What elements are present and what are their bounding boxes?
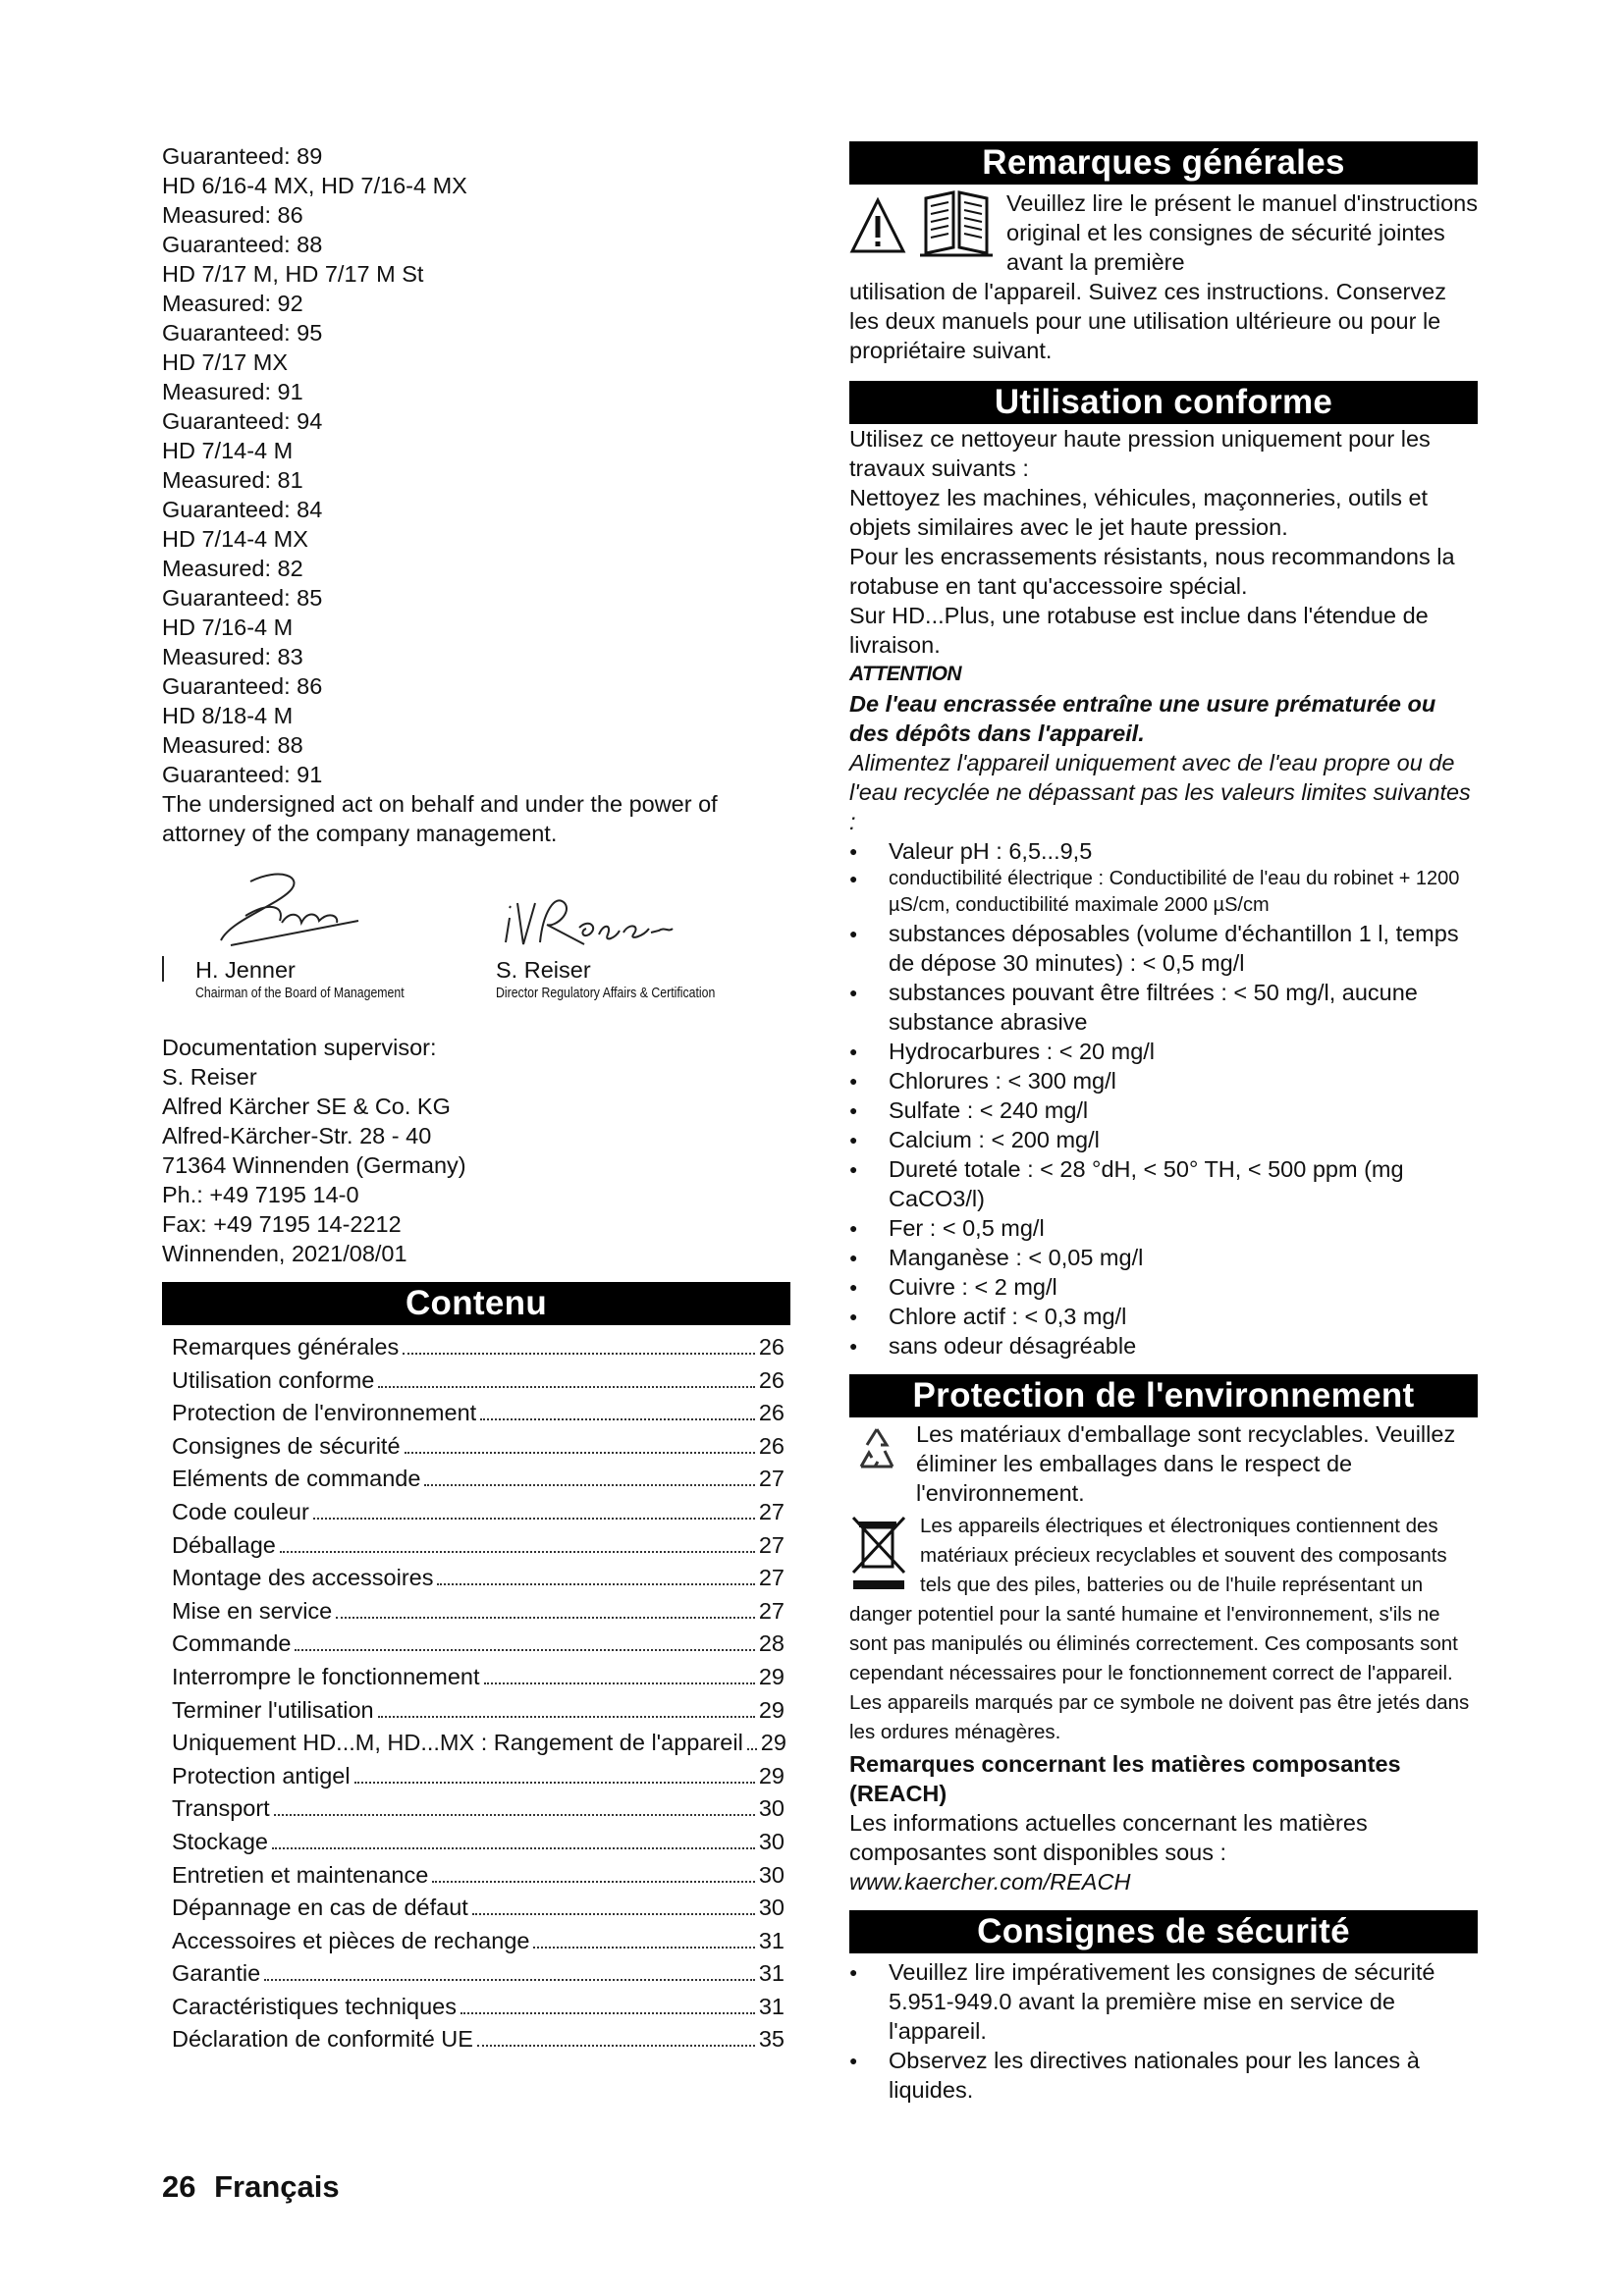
toc-entry[interactable] <box>172 1727 785 1760</box>
toc-entry-title: Commande <box>172 1630 292 1657</box>
sound-level-line: HD 7/14-4 MX <box>162 526 308 552</box>
toc-leader-dots <box>533 1947 754 1949</box>
toc-entry-page: 31 <box>758 1927 785 1953</box>
toc-entry-page: 35 <box>758 2026 785 2053</box>
page-number: 26 <box>162 2169 196 2204</box>
water-limit-item: ● Valeur pH : 6,5...9,5 <box>849 836 1478 866</box>
toc-entry[interactable] <box>172 1628 785 1661</box>
water-limit-item: ● Dureté totale : < 28 °dH, < 50° TH, < 500 ppm (mg CaCO3/l) <box>849 1154 1478 1213</box>
toc-entry-title: Terminer l'utilisation <box>172 1696 374 1723</box>
manual-book-icon <box>918 188 995 257</box>
signatory-name: H. Jenner <box>195 957 296 983</box>
toc-entry-title: Remarques générales <box>172 1334 400 1360</box>
toc-entry-page: 28 <box>758 1630 785 1657</box>
reach-paragraph <box>849 1808 1478 1896</box>
signatory-role: Director Regulatory Affairs & Certification <box>496 985 716 1001</box>
toc-entry-page: 27 <box>758 1466 785 1492</box>
crossed-out-bin-icon <box>849 1514 908 1590</box>
left-column <box>162 141 790 2056</box>
toc-entry[interactable] <box>172 1397 785 1430</box>
toc-entry-page: 29 <box>758 1663 785 1689</box>
water-limit-item: ● Sulfate : < 240 mg/l <box>849 1095 1478 1125</box>
toc-entry-title: Code couleur <box>172 1498 309 1524</box>
supervisor-line: Ph.: +49 7195 14-0 <box>162 1182 359 1207</box>
intended-use-paragraph: Nettoyez les machines, véhicules, maçonneries, outils et objets similaires avec le jet haute pression. <box>849 485 1429 540</box>
toc-entry-title: Uniquement HD...M, HD...MX : Rangement de l'appareil <box>172 1730 743 1756</box>
general-notes-text-continued: utilisation de l'appareil. Suivez ces instructions. Conservez les deux manuels pour une utilisation ultérieure ou pour le propriétaire suivant. <box>849 279 1446 363</box>
sound-level-line: HD 6/16-4 MX, HD 7/16-4 MX <box>162 173 467 198</box>
sound-level-line: Guaranteed: 86 <box>162 673 323 699</box>
water-limit-item: ● Fer : < 0,5 mg/l <box>849 1213 1478 1243</box>
toc-entry-title: Utilisation conforme <box>172 1366 375 1393</box>
sound-level-line: HD 7/17 MX <box>162 349 288 375</box>
supervisor-line: 71364 Winnenden (Germany) <box>162 1152 466 1178</box>
toc-leader-dots <box>378 1716 755 1718</box>
toc-leader-dots <box>313 1518 755 1520</box>
recycling-text: Les matériaux d'emballage sont recyclables. Veuillez éliminer les emballages dans le respect de l'environnement. <box>916 1421 1456 1506</box>
toc-entry[interactable] <box>172 1925 785 1958</box>
signatory-role: Chairman of the Board of Management <box>195 985 405 1001</box>
toc-entry-page: 26 <box>758 1400 785 1426</box>
toc-entry-page: 31 <box>758 1960 785 1987</box>
water-limit-item: ● Chlore actif : < 0,3 mg/l <box>849 1302 1478 1331</box>
toc-entry-title: Interrompre le fonctionnement <box>172 1663 480 1689</box>
toc-entry-title: Transport <box>172 1795 270 1822</box>
toc-leader-dots <box>484 1682 755 1684</box>
toc-entry-page: 27 <box>758 1565 785 1591</box>
toc-leader-dots <box>354 1782 755 1784</box>
signature-jenner <box>191 862 388 950</box>
sound-level-line: HD 8/18-4 M <box>162 703 294 728</box>
sound-level-line: HD 7/17 M, HD 7/17 M St <box>162 261 424 287</box>
toc-entry-title: Garantie <box>172 1960 261 1987</box>
toc-entry-page: 27 <box>758 1498 785 1524</box>
toc-leader-dots <box>480 1418 755 1420</box>
toc-leader-dots <box>460 2012 755 2014</box>
toc-entry-page: 30 <box>758 1795 785 1822</box>
toc-entry[interactable] <box>172 1529 785 1563</box>
sound-level-line: Measured: 86 <box>162 202 303 228</box>
undersigned-statement: The undersigned act on behalf and under the power of attorney of the company management. <box>162 791 718 846</box>
supervisor-line: Alfred-Kärcher-Str. 28 - 40 <box>162 1123 432 1148</box>
general-notes-text: Veuillez lire le présent le manuel d'instructions original et les consignes de sécurité jointes avant la première <box>1006 190 1478 275</box>
toc-leader-dots <box>336 1617 755 1619</box>
sound-level-line: Measured: 92 <box>162 291 303 316</box>
toc-leader-dots <box>747 1748 757 1750</box>
attention-warning: De l'eau encrassée entraîne une usure prématurée ou des dépôts dans l'appareil. <box>849 691 1436 746</box>
toc-entry-title: Eléments de commande <box>172 1466 421 1492</box>
toc-entry-page: 30 <box>758 1828 785 1854</box>
toc-entry-page: 26 <box>758 1366 785 1393</box>
toc-leader-dots <box>378 1386 755 1388</box>
toc-entry-title: Consignes de sécurité <box>172 1432 401 1459</box>
toc-entry-page: 30 <box>758 1861 785 1888</box>
toc-entry[interactable] <box>172 1792 785 1826</box>
toc-entry-title: Dépannage en cas de défaut <box>172 1895 468 1921</box>
attention-text: Alimentez l'appareil uniquement avec de l'eau propre ou de l'eau recyclée ne dépassant pas les valeurs limites suivantes : <box>849 750 1471 834</box>
section-header-contents: Contenu <box>162 1282 790 1325</box>
water-limit-item: ● Hydrocarbures : < 20 mg/l <box>849 1037 1478 1066</box>
toc-entry[interactable] <box>172 1661 785 1694</box>
sound-level-line: Guaranteed: 94 <box>162 408 323 434</box>
toc-entry[interactable] <box>172 1694 785 1728</box>
weee-note <box>849 1512 1478 1747</box>
signature-block <box>162 862 790 1019</box>
safety-item: ● Veuillez lire impérativement les consignes de sécurité 5.951-949.0 avant la première mise en service de l'appareil. <box>849 1957 1478 2046</box>
toc-leader-dots <box>403 1353 755 1355</box>
toc-entry[interactable] <box>172 1562 785 1595</box>
section-header-environment: Protection de l'environnement <box>849 1374 1478 1417</box>
water-limit-item: ● Calcium : < 200 mg/l <box>849 1125 1478 1154</box>
language-label: Français <box>214 2169 340 2204</box>
safety-list <box>849 1957 1478 2105</box>
water-limit-item: ● substances pouvant être filtrées : < 50 mg/l, aucune substance abrasive <box>849 978 1478 1037</box>
signature-reiser <box>496 874 692 962</box>
toc-entry-title: Déclaration de conformité UE <box>172 2026 473 2053</box>
toc-entry[interactable] <box>172 1496 785 1529</box>
toc-entry-title: Déballage <box>172 1531 276 1558</box>
toc-entry-title: Mise en service <box>172 1597 333 1624</box>
toc-entry[interactable] <box>172 1595 785 1629</box>
toc-entry-page: 29 <box>760 1730 786 1756</box>
supervisor-line: Alfred Kärcher SE & Co. KG <box>162 1094 451 1119</box>
warning-triangle-icon <box>849 196 906 257</box>
toc-entry[interactable] <box>172 1991 785 2024</box>
supervisor-line: Documentation supervisor: <box>162 1035 437 1060</box>
sound-level-line: Guaranteed: 88 <box>162 232 323 257</box>
signature-mark <box>162 956 165 982</box>
toc-entry-title: Protection de l'environnement <box>172 1400 477 1426</box>
toc-entry-title: Entretien et maintenance <box>172 1861 429 1888</box>
toc-entry-page: 31 <box>758 1993 785 2019</box>
toc-entry[interactable] <box>172 1463 785 1496</box>
toc-leader-dots <box>405 1452 755 1454</box>
documentation-supervisor <box>162 1033 790 1268</box>
toc-entry-page: 30 <box>758 1895 785 1921</box>
sound-level-line: Guaranteed: 85 <box>162 585 323 611</box>
sound-level-list <box>162 141 790 789</box>
toc-leader-dots <box>472 1913 755 1915</box>
general-notes-intro <box>849 188 1478 277</box>
toc-entry-title: Stockage <box>172 1828 268 1854</box>
section-header-intended-use: Utilisation conforme <box>849 381 1478 424</box>
reach-text: Les informations actuelles concernant les matières composantes sont disponibles sous : <box>849 1810 1368 1865</box>
toc-entry-title: Protection antigel <box>172 1762 351 1789</box>
section-header-safety: Consignes de sécurité <box>849 1910 1478 1953</box>
water-limit-item: ● Manganèse : < 0,05 mg/l <box>849 1243 1478 1272</box>
toc-entry[interactable] <box>172 1364 785 1398</box>
recycling-icon <box>849 1423 904 1478</box>
toc-leader-dots <box>424 1484 754 1486</box>
toc-entry-page: 29 <box>758 1762 785 1789</box>
toc-entry[interactable] <box>172 1892 785 1925</box>
toc-leader-dots <box>437 1583 754 1585</box>
toc-entry-page: 26 <box>758 1334 785 1360</box>
toc-entry-title: Caractéristiques techniques <box>172 1993 457 2019</box>
water-limit-item: ● Cuivre : < 2 mg/l <box>849 1272 1478 1302</box>
supervisor-line: S. Reiser <box>162 1064 257 1090</box>
sound-level-line: Guaranteed: 95 <box>162 320 323 346</box>
toc-entry-title: Montage des accessoires <box>172 1565 434 1591</box>
toc-leader-dots <box>432 1881 755 1883</box>
reach-title: Remarques concernant les matières composantes (REACH) <box>849 1751 1401 1806</box>
toc-leader-dots <box>272 1847 755 1849</box>
toc-leader-dots <box>274 1814 755 1816</box>
toc-entry-title: Accessoires et pièces de rechange <box>172 1927 530 1953</box>
supervisor-line: Winnenden, 2021/08/01 <box>162 1241 407 1266</box>
toc-entry[interactable] <box>172 1331 785 1364</box>
toc-entry[interactable] <box>172 2023 785 2056</box>
right-column <box>849 141 1478 2105</box>
toc-entry[interactable] <box>172 1430 785 1464</box>
toc-entry-page: 29 <box>758 1696 785 1723</box>
signatory-reiser <box>496 956 763 1003</box>
toc-entry[interactable] <box>172 1957 785 1991</box>
section-header-general-notes: Remarques générales <box>849 141 1478 185</box>
toc-leader-dots <box>295 1649 754 1651</box>
page-footer <box>162 2169 340 2205</box>
water-limit-item: ● Chlorures : < 300 mg/l <box>849 1066 1478 1095</box>
sound-level-line: HD 7/16-4 M <box>162 614 294 640</box>
sound-level-line: Guaranteed: 84 <box>162 497 323 522</box>
toc-leader-dots <box>477 2045 755 2047</box>
sound-level-line: Measured: 91 <box>162 379 303 404</box>
sound-level-line: Measured: 88 <box>162 732 303 758</box>
recycling-note <box>849 1419 1478 1508</box>
sound-level-line: Guaranteed: 89 <box>162 143 323 169</box>
toc-leader-dots <box>280 1551 755 1553</box>
toc-entry[interactable] <box>172 1859 785 1893</box>
supervisor-line: Fax: +49 7195 14-2212 <box>162 1211 402 1237</box>
intended-use-paragraph: Utilisez ce nettoyeur haute pression uniquement pour les travaux suivants : <box>849 426 1431 481</box>
reach-link[interactable]: www.kaercher.com/REACH <box>849 1869 1131 1895</box>
toc-entry[interactable] <box>172 1760 785 1793</box>
signatory-jenner <box>195 956 450 1003</box>
toc-entry-page: 27 <box>758 1597 785 1624</box>
table-of-contents <box>162 1331 790 2056</box>
toc-entry-page: 26 <box>758 1432 785 1459</box>
weee-text: Les appareils électriques et électroniques contiennent des matériaux précieux recyclables et souvent des composants tels que des piles, batteries ou de l'huile représentant un danger potentiel pour la santé humaine et l'environnement, s'ils ne sont pas manipulés ou éliminés correctement. Ces composants sont cependant nécessaires pour le fonctionnement correct de l'appareil. Les appareils marqués par ce symbole ne doivent pas être jetés dans les ordures ménagères. <box>849 1515 1470 1743</box>
attention-label: ATTENTION <box>849 663 962 685</box>
water-limit-item: ● substances déposables (volume d'échantillon 1 l, temps de dépose 30 minutes) : < 0,5 mg/l <box>849 919 1478 978</box>
sound-level-line: Guaranteed: 91 <box>162 762 323 787</box>
sound-level-line: Measured: 82 <box>162 556 303 581</box>
sound-level-line: Measured: 83 <box>162 644 303 669</box>
sound-level-line: Measured: 81 <box>162 467 303 493</box>
intended-use-paragraph: Sur HD...Plus, une rotabuse est inclue dans l'étendue de livraison. <box>849 603 1429 658</box>
toc-entry[interactable] <box>172 1826 785 1859</box>
water-limit-item: ● conductibilité électrique : Conductibilité de l'eau du robinet + 1200 µS/cm, conductibilité maximale 2000 µS/cm <box>849 866 1478 919</box>
sound-level-line: HD 7/14-4 M <box>162 438 294 463</box>
toc-leader-dots <box>264 1979 755 1981</box>
toc-entry-page: 27 <box>758 1531 785 1558</box>
safety-item: ● Observez les directives nationales pour les lances à liquides. <box>849 2046 1478 2105</box>
water-limit-item: ● sans odeur désagréable <box>849 1331 1478 1361</box>
water-limits-list <box>849 836 1478 1361</box>
intended-use-paragraph: Pour les encrassements résistants, nous recommandons la rotabuse en tant qu'accessoire spécial. <box>849 544 1455 599</box>
signatory-name: S. Reiser <box>496 957 591 983</box>
